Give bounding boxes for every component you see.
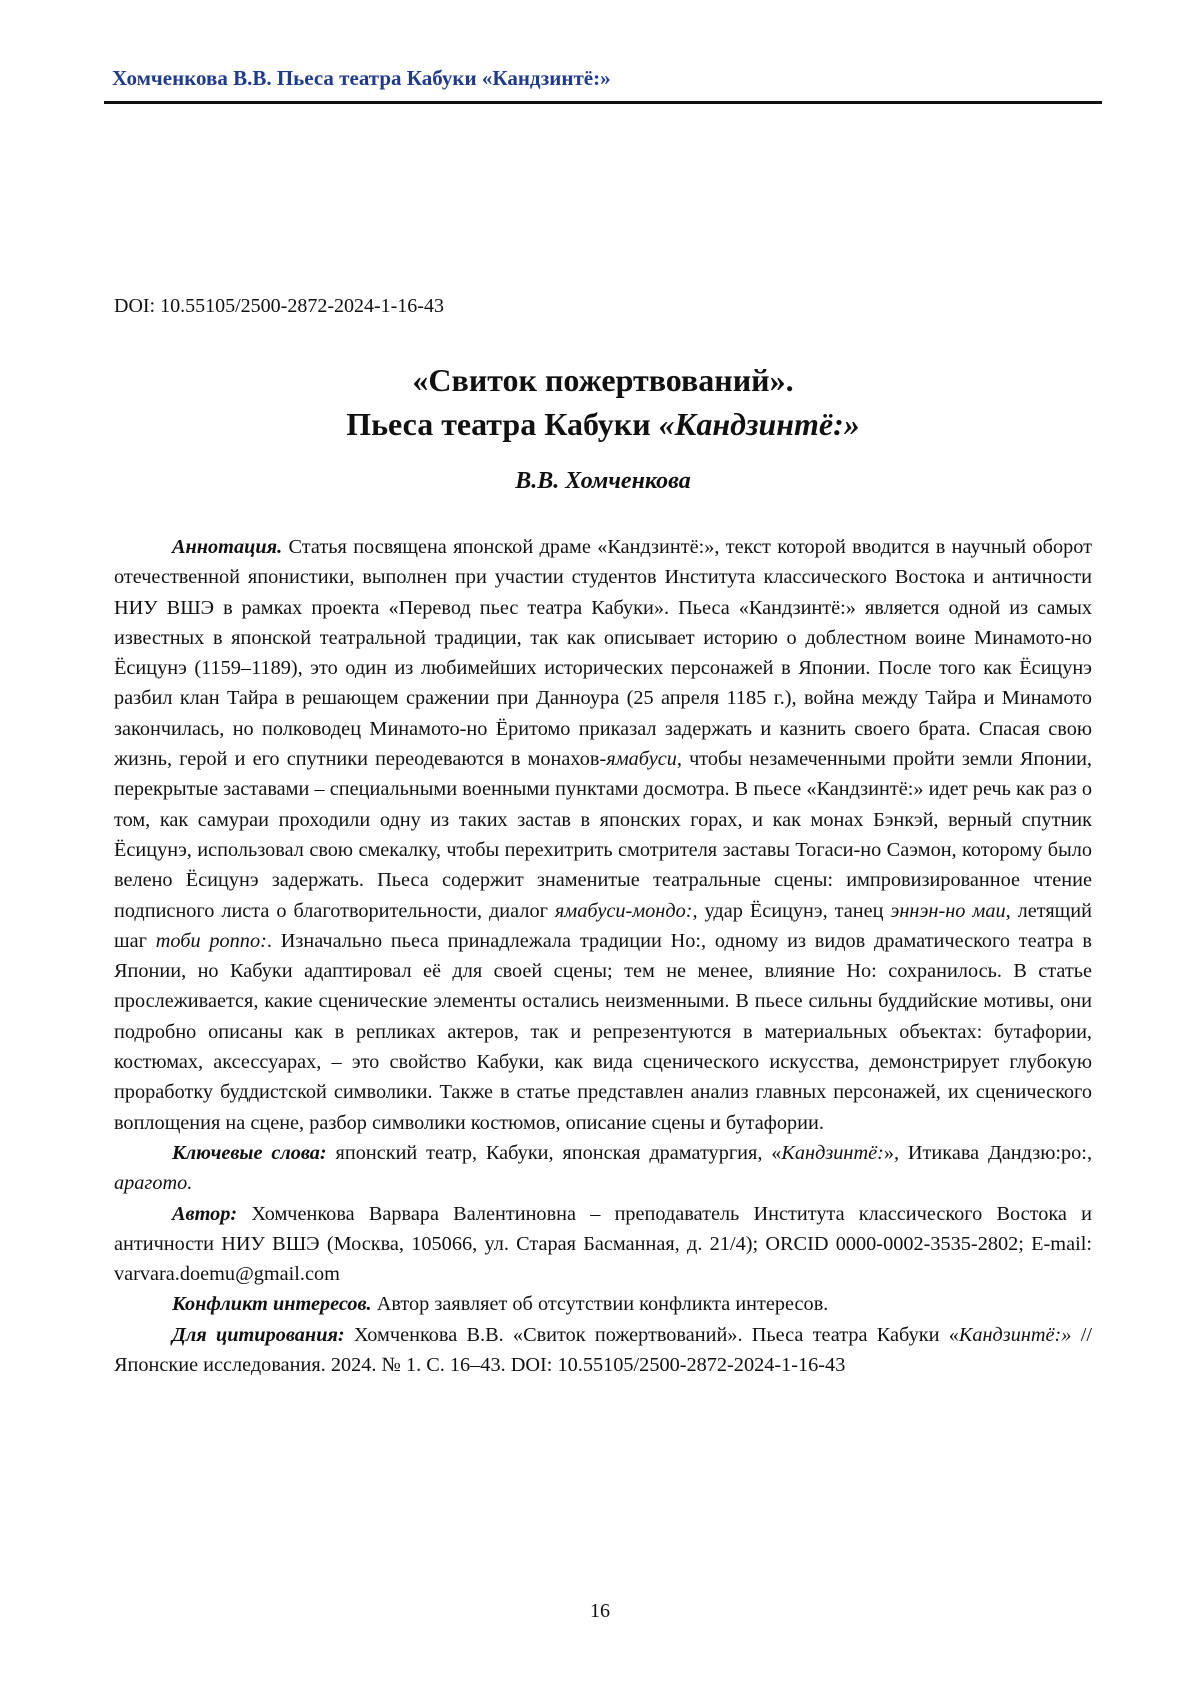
abstract-text-5: . Изначально пьеса принадлежала традиции Но:, одному из видов драматического театра в Японии, но Кабуки адаптировал её для своей сцены; тем не менее, влияние Но: сохранилось. В статье прослеживается, какие сценические элементы остались неизменными. В пьесе сильны буддийские мотивы, они подробно описаны как в репликах актеров, так и репрезентуются в материальных объектах: бутафории, костюмах, аксессуарах, – это свойство Кабуки, как вида сценического искусства, демонстрирует глубокую проработку буддистской символики. Также в статье представлен анализ главных персонажей, их сценического воплощения на сцене, разбор символики костюмов, описание сцены и бутафории. bbox=[114, 929, 1092, 1134]
abstract-text-1: Статья посвящена японской драме «Кандзинтё:», текст которой вводится в научный оборот отечественной японистики, выполнен при участии студентов Института классического Востока и античности НИУ ВШЭ в рамках проекта «Перевод пьес театра Кабуки». Пьеса «Кандзинтё:» является одной из самых известных в японской театральной традиции, так как описывает историю о доблестном воине Минамото-но Ёсицунэ (1159–1189), это один из любимейших исторических персонажей в Японии. После того как Ёсицунэ разбил клан Тайра в решающем сражении при Данноура (25 апреля 1185 г.), война между Тайра и Минамото закончилась, но полководец Минамото-но Ёритомо приказал задержать и казнить своего брата. Спасая свою жизнь, герой и его спутники переодеваются в монахов- bbox=[114, 536, 1092, 771]
title-line-2-italic: «Кандзинтё:» bbox=[658, 406, 860, 442]
abstract-text-3: , удар Ёсицунэ, танец bbox=[692, 899, 891, 922]
citation-label: Для цитирования: bbox=[172, 1323, 345, 1346]
header-rule bbox=[104, 101, 1102, 104]
abstract-text-2: , чтобы незамеченными пройти земли Японии, перекрытые заставами – специальными военными пунктами досмотра. В пьесе «Кандзинтё:» идет речь как раз о том, как самураи проходили одну из таких застав в японских горах, и как монах Бэнкэй, верный спутник Ёсицунэ, использовал свою смекалку, чтобы перехитрить смотрителя заставы Тогаси-но Саэмон, которому было велено Ёсицунэ задержать. Пьеса содержит знаменитые театральные сцены: импровизированное чтение подписного листа о благотворительности, диалог bbox=[114, 748, 1093, 922]
author-name: В.В. Хомченкова bbox=[515, 468, 691, 494]
abstract-term-ennen: эннэн-но маи bbox=[890, 899, 1006, 922]
keywords-term-aragoto: арагото. bbox=[114, 1172, 193, 1195]
conflict-paragraph bbox=[114, 1289, 1092, 1319]
conflict-label: Конфликт интересов. bbox=[172, 1293, 372, 1316]
article-front-matter bbox=[114, 532, 1092, 1380]
title-line-2 bbox=[346, 406, 860, 442]
citation-paragraph bbox=[114, 1320, 1092, 1381]
abstract-text-4: , летящий шаг bbox=[114, 899, 1092, 952]
page-number: 16 bbox=[590, 1600, 610, 1622]
citation-text-2: // Японские исследования. 2024. № 1. С. 16–43. DOI: 10.55105/2500-2872-2024-1-16-43 bbox=[114, 1323, 1092, 1377]
keywords-text-1: японский театр, Кабуки, японская драматургия, « bbox=[326, 1141, 782, 1164]
abstract-paragraph bbox=[114, 532, 1092, 1138]
abstract-term-roppo: тоби роппо: bbox=[155, 929, 267, 952]
conflict-text: Автор заявляет об отсутствии конфликта интересов. bbox=[371, 1293, 829, 1316]
author-info-label: Автор: bbox=[172, 1202, 238, 1225]
running-head: Хомченкова В.В. Пьеса театра Кабуки «Кандзинтё:» bbox=[112, 66, 611, 90]
abstract-label: Аннотация. bbox=[172, 536, 283, 558]
keywords-term-kanjincho: Кандзинтё: bbox=[781, 1141, 884, 1164]
citation-text-1: Хомченкова В.В. «Свиток пожертвований». Пьеса театра Кабуки « bbox=[344, 1323, 959, 1346]
author-info-paragraph bbox=[114, 1199, 1092, 1290]
author-info-text: Хомченкова Варвара Валентиновна – преподаватель Института классического Востока и античности НИУ ВШЭ (Москва, 105066, ул. Старая Басманная, д. 21/4); ORCID 0000-0002-3535-2802; E-mail: varvara.doemu@gmail.com bbox=[114, 1202, 1092, 1286]
keywords-paragraph bbox=[114, 1138, 1092, 1199]
abstract-term-mondo: ямабуси-мондо: bbox=[554, 899, 693, 922]
abstract-term-yamabushi: ямабуси bbox=[606, 748, 677, 771]
citation-term-kanjincho: Кандзинтё:» bbox=[958, 1323, 1072, 1346]
title-line-2-text: Пьеса театра Кабуки bbox=[346, 406, 659, 442]
keywords-label: Ключевые слова: bbox=[172, 1141, 327, 1164]
title-line-1: «Свиток пожертвований». bbox=[412, 362, 794, 398]
article-title bbox=[104, 358, 1102, 446]
keywords-text-2: », Итикава Дандзю:ро:, bbox=[883, 1141, 1093, 1164]
doi-line: DOI: 10.55105/2500-2872-2024-1-16-43 bbox=[114, 295, 444, 317]
